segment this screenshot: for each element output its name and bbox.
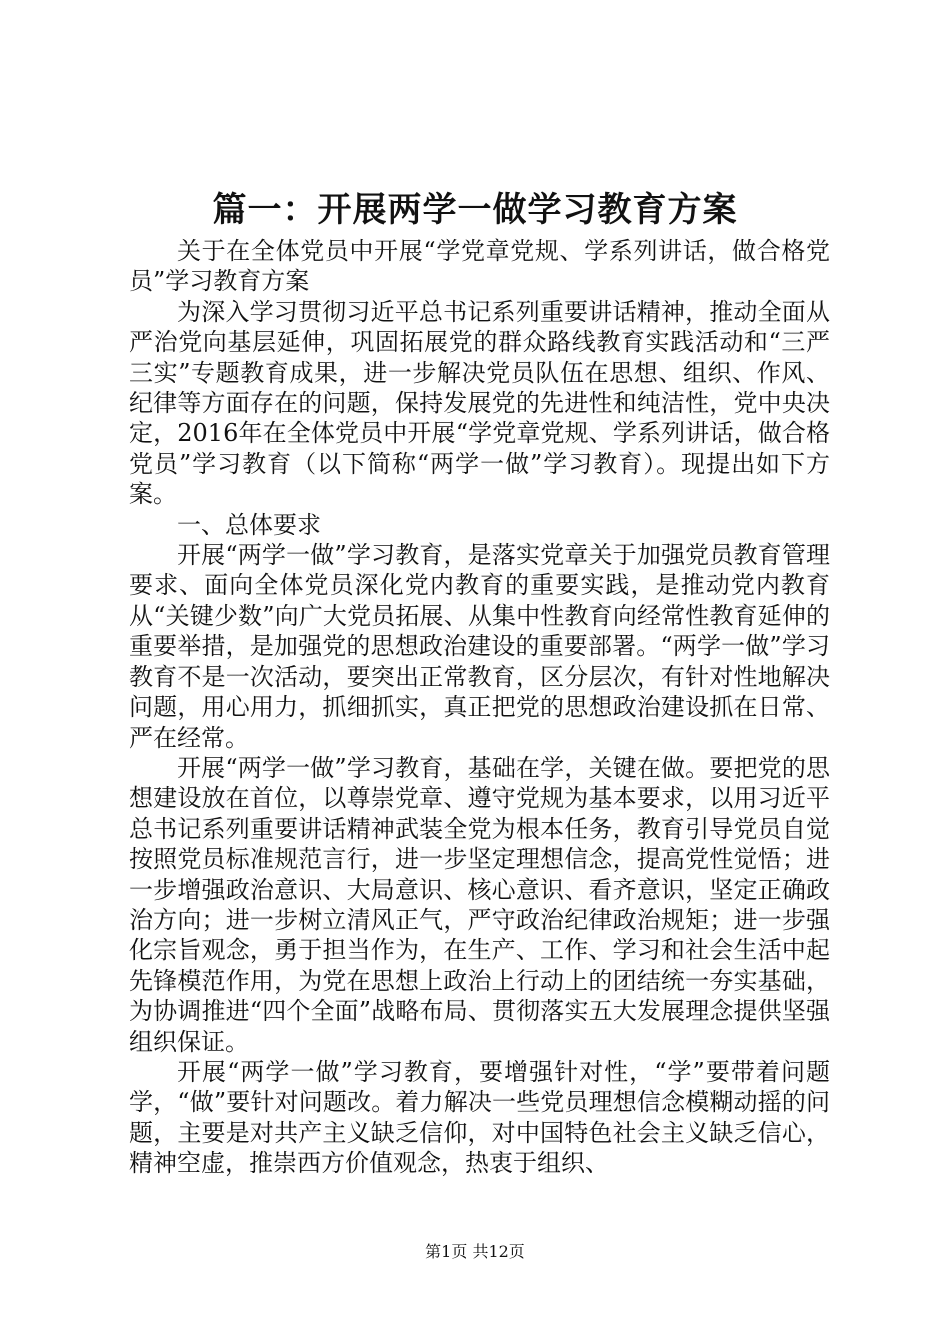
document-body xyxy=(129,236,830,1179)
page-footer: 第1页 共12页 xyxy=(425,1242,525,1261)
section-heading-general-requirements: 一、总体要求 xyxy=(177,510,321,539)
paragraph-basis: 开展“两学一做”学习教育，基础在学，关键在做。要把党的思想建设放在首位，以尊崇党章、遵守党规为基本要求，以用习近平总书记系列重要讲话精神武装全党为根本任务，教育引导党员自觉按照党员标准规范言行，进一步坚定理想信念，提高党性觉悟；进一步增强政治意识、大局意识、核心意识、看齐意识，坚定正确政治方向；进一步树立清风正气，严守政治纪律政治规矩；进一步强化宗旨观念，勇于担当作为，在生产、工作、学习和社会生活中起先锋模范作用，为党在思想上政治上行动上的团结统一夯实基础，为协调推进“四个全面”战略布局、贯彻落实五大发展理念提供坚强组织保证。 xyxy=(129,753,830,1056)
paragraph-intro: 为深入学习贯彻习近平总书记系列重要讲话精神，推动全面从严治党向基层延伸，巩固拓展党的群众路线教育实践活动和“三严三实”专题教育成果，进一步解决党员队伍在思想、组织、作风、纪律等方面存在的问题，保持发展党的先进性和纯洁性，党中央决定，2016年在全体党员中开展“学党章党规、学系列讲话，做合格党员”学习教育（以下简称“两学一做”学习教育）。现提出如下方案。 xyxy=(129,297,830,509)
paragraph-plan-heading: 关于在全体党员中开展“学党章党规、学系列讲话，做合格党员”学习教育方案 xyxy=(129,237,830,296)
paragraph-targeting: 开展“两学一做”学习教育，要增强针对性，“学”要带着问题学，“做”要针对问题改。着力解决一些党员理想信念模糊动摇的问题，主要是对共产主义缺乏信仰，对中国特色社会主义缺乏信心，精神空虚，推崇西方价值观念，热衷于组织、 xyxy=(129,1057,830,1178)
paragraph-significance: 开展“两学一做”学习教育，是落实党章关于加强党员教育管理要求、面向全体党员深化党内教育的重要实践，是推动党内教育从“关键少数”向广大党员拓展、从集中性教育向经常性教育延伸的重要举措，是加强党的思想政治建设的重要部署。“两学一做”学习教育不是一次活动，要突出正常教育，区分层次，有针对性地解决问题，用心用力，抓细抓实，真正把党的思想政治建设抓在日常、严在经常。 xyxy=(129,541,830,752)
document-title: 篇一：开展两学一做学习教育方案 xyxy=(212,190,738,230)
